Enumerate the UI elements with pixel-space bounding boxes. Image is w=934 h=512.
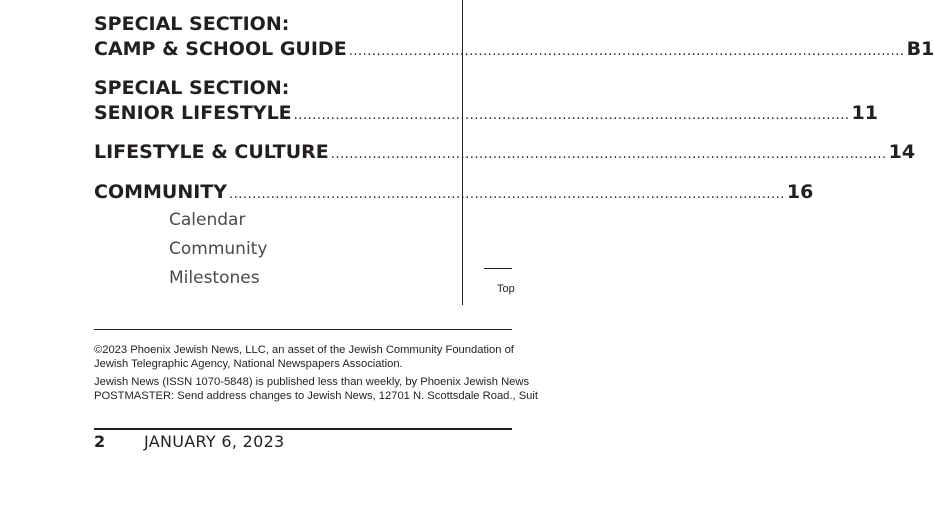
toc-subitem-milestones[interactable]: Milestones <box>169 268 260 288</box>
toc-entry <box>94 140 916 167</box>
toc-senior-lifestyle[interactable] <box>94 76 878 128</box>
toc-page-number: B1 <box>906 38 934 60</box>
toc-subitem-calendar[interactable]: Calendar <box>169 210 246 230</box>
sidebar-label: Top <box>497 283 515 295</box>
column-divider <box>462 0 463 305</box>
toc-page-number: 14 <box>888 141 916 163</box>
toc-entry <box>94 101 878 128</box>
toc-camp-school-guide[interactable] <box>94 12 934 64</box>
dot-leader <box>349 39 905 64</box>
toc-title: LIFESTYLE & CULTURE <box>94 141 329 163</box>
postmaster-line: POSTMASTER: Send address changes to Jewish News, 12701 N. Scottsdale Road., Suit <box>94 390 538 402</box>
dot-leader <box>294 103 850 128</box>
dot-leader <box>331 142 887 167</box>
toc-title: SENIOR LIFESTYLE <box>94 102 292 124</box>
issn-line: Jewish News (ISSN 1070-5848) is published less than weekly, by Phoenix Jewish News <box>94 376 530 388</box>
page-number: 2 <box>94 432 106 451</box>
folio-divider <box>94 428 512 430</box>
footer-divider <box>94 329 512 330</box>
copyright-line: ©2023 Phoenix Jewish News, LLC, an asset of the Jewish Community Foundation of <box>94 344 514 356</box>
toc-subitem-community[interactable]: Community <box>169 239 268 259</box>
dot-leader <box>229 182 785 207</box>
toc-lifestyle-culture[interactable] <box>94 140 916 167</box>
toc-title: COMMUNITY <box>94 181 228 203</box>
toc-title: CAMP & SCHOOL GUIDE <box>94 38 347 60</box>
toc-community[interactable] <box>94 180 814 207</box>
issue-date: JANUARY 6, 2023 <box>144 432 285 451</box>
sidebar-rule <box>484 268 512 269</box>
toc-kicker: SPECIAL SECTION: <box>94 13 290 35</box>
toc-page-number: 11 <box>851 102 878 124</box>
toc-page-number: 16 <box>786 181 814 203</box>
toc-entry <box>94 180 814 207</box>
copyright-line: Jewish Telegraphic Agency, National Newspapers Association. <box>94 358 403 370</box>
toc-kicker: SPECIAL SECTION: <box>94 77 290 99</box>
toc-entry <box>94 37 934 64</box>
